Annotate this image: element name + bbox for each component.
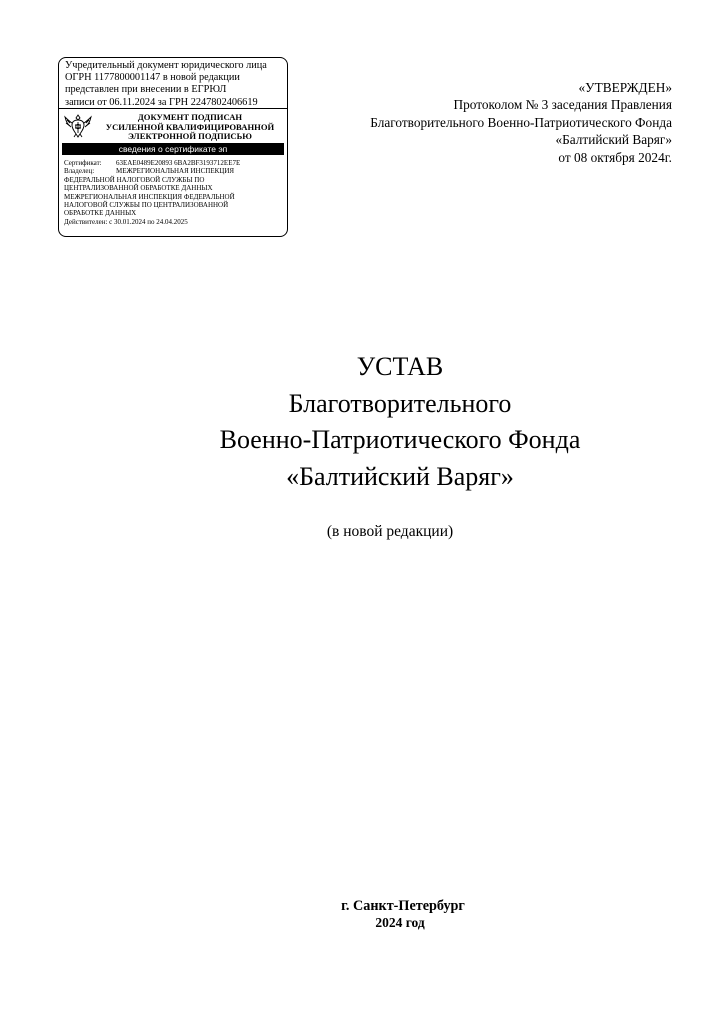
signature-header [59,109,287,143]
validity-value: с 30.01.2024 по 24.04.2025 [109,217,188,226]
registration-line: записи от 06.11.2024 за ГРН 2247802406619 [65,96,258,108]
owner-line: ОБРАБОТКЕ ДАННЫХ [64,209,137,218]
place-of-issue: г. Санкт-Петербург [341,898,465,914]
registration-line: представлен при внесении в ЕГРЮЛ [65,84,227,96]
approval-line: от 08 октября 2024г. [558,149,672,165]
signature-heading-line: ДОКУМЕНТ ПОДПИСАН [137,112,243,122]
owner-line: ФЕДЕРАЛЬНОЙ НАЛОГОВОЙ СЛУЖБЫ ПО [64,175,205,184]
owner-value: МЕЖРЕГИОНАЛЬНАЯ ИНСПЕКЦИЯ [116,167,235,176]
year-of-issue: 2024 год [375,915,425,930]
owner-line: МЕЖРЕГИОНАЛЬНАЯ ИНСПЕКЦИЯ ФЕДЕРАЛЬНОЙ [64,192,235,201]
approval-line: «Балтийский Варяг» [555,132,672,148]
approval-line: Протоколом № 3 заседания Правления [453,97,672,113]
validity-label: Действителен: [64,217,108,226]
owner-line: ЦЕНТРАЛИЗОВАННОЙ ОБРАБОТКЕ ДАННЫХ [64,184,213,193]
signature-heading [97,113,283,142]
coat-of-arms-icon [63,111,93,141]
certificate-row [64,159,283,167]
certificate-label: Сертификат: [64,159,102,167]
owner-label: Владелец: [64,167,95,176]
title-line: УСТАВ [356,352,444,381]
owner-line: НАЛОГОВОЙ СЛУЖБЫ ПО ЦЕНТРАЛИЗОВАННОЙ [64,201,229,210]
signature-heading-line: УСИЛЕННОЙ КВАЛИФИЦИРОВАННОЙ [105,121,275,132]
certificate-value: 63EAE0489E20893 6BA2BF3193712EE7E [116,159,241,167]
approval-line: Благотворительного Военно-Патриотического Фонда [370,114,672,130]
document-title [0,349,724,495]
registration-line: Учредительный документ юридического лица [65,60,267,71]
registration-line: ОГРН 1177800001147 в новой редакции [65,72,240,84]
certificate-details [59,155,287,226]
signature-heading-line: ЭЛЕКТРОННОЙ ПОДПИСЬЮ [128,131,252,142]
validity-row [64,218,283,226]
owner-row [64,167,283,175]
edition-note: (в новой редакции) [326,523,454,540]
title-line: «Балтийский Варяг» [286,461,514,491]
title-line: Благотворительного [288,388,512,418]
registration-info [59,58,287,109]
approval-line: «УТВЕРЖДЕН» [578,80,672,95]
approval-block [370,79,672,166]
digital-signature-stamp [58,57,288,237]
title-line: Военно-Патриотического Фонда [219,425,581,454]
certificate-info-bar: сведения о сертификате эп [62,143,284,155]
